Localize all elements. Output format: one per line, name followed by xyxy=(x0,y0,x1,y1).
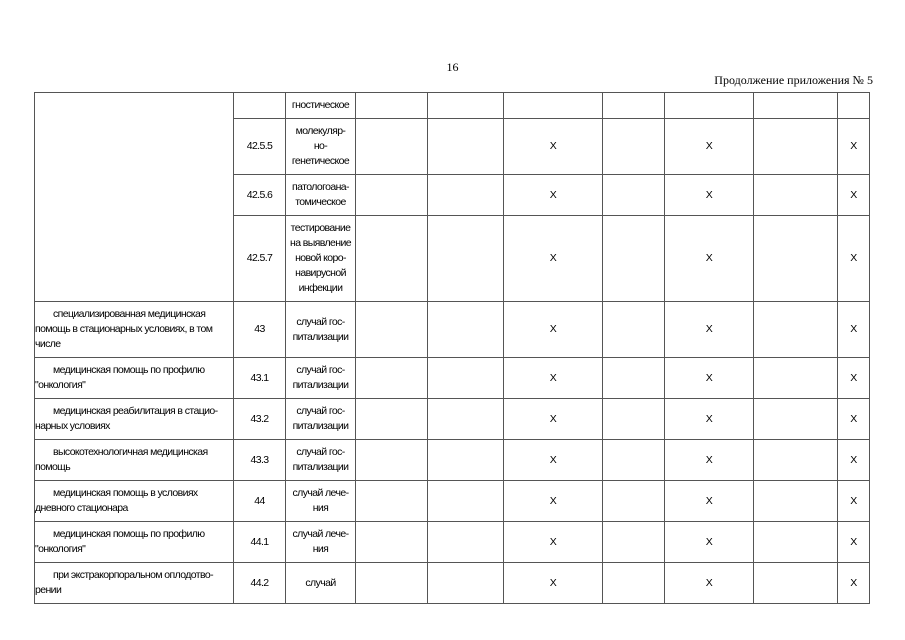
row-code: 42.5.7 xyxy=(234,216,286,302)
indicator-name: специализированная медицинская помощь в стационарных условиях, в том числе xyxy=(35,308,213,350)
value-cell-2 xyxy=(428,563,504,604)
page-number: 16 xyxy=(446,60,459,74)
indicator-name: медицинская помощь в условиях дневного стационара xyxy=(35,487,198,514)
value-cell-5 xyxy=(665,93,754,119)
value-cell-3: Х xyxy=(504,175,603,216)
value-cell-4 xyxy=(603,175,665,216)
value-cell-2 xyxy=(428,522,504,563)
indicator-name-cell xyxy=(35,358,234,399)
value-cell-1 xyxy=(356,358,428,399)
value-cell-1 xyxy=(356,302,428,358)
value-cell-1 xyxy=(356,216,428,302)
value-cell-1 xyxy=(356,481,428,522)
value-cell-7: Х xyxy=(838,440,870,481)
value-cell-7: Х xyxy=(838,302,870,358)
value-cell-4 xyxy=(603,119,665,175)
value-cell-7: Х xyxy=(838,399,870,440)
value-cell-2 xyxy=(428,481,504,522)
value-cell-2 xyxy=(428,216,504,302)
continuation-note: Продолжение приложения № 5 xyxy=(714,73,873,87)
unit-of-measure: случай гос- питализации xyxy=(286,302,356,358)
unit-of-measure: случай лече- ния xyxy=(286,481,356,522)
value-cell-3: Х xyxy=(504,563,603,604)
value-cell-4 xyxy=(603,399,665,440)
value-cell-4 xyxy=(603,216,665,302)
value-cell-1 xyxy=(356,175,428,216)
value-cell-5: Х xyxy=(665,399,754,440)
indicator-name-cell xyxy=(35,522,234,563)
row-code: 44.2 xyxy=(234,563,286,604)
value-cell-6 xyxy=(754,522,838,563)
unit-of-measure: случай xyxy=(286,563,356,604)
table-row xyxy=(35,563,870,604)
value-cell-6 xyxy=(754,119,838,175)
value-cell-3: Х xyxy=(504,216,603,302)
indicator-name: медицинская помощь по профилю "онкология" xyxy=(35,364,205,391)
unit-of-measure: случай гос- питализации xyxy=(286,399,356,440)
value-cell-7: Х xyxy=(838,522,870,563)
value-cell-2 xyxy=(428,93,504,119)
value-cell-4 xyxy=(603,440,665,481)
value-cell-7 xyxy=(838,93,870,119)
row-code: 43.2 xyxy=(234,399,286,440)
row-code: 44 xyxy=(234,481,286,522)
indicator-name: медицинская помощь по профилю "онкология" xyxy=(35,528,205,555)
table-row xyxy=(35,481,870,522)
value-cell-5: Х xyxy=(665,216,754,302)
value-cell-5: Х xyxy=(665,358,754,399)
value-cell-5: Х xyxy=(665,563,754,604)
table-row xyxy=(35,302,870,358)
indicator-name: высокотехнологичная медицинская помощь xyxy=(35,446,208,473)
value-cell-5: Х xyxy=(665,440,754,481)
value-cell-1 xyxy=(356,93,428,119)
value-cell-2 xyxy=(428,440,504,481)
value-cell-1 xyxy=(356,399,428,440)
indicator-name: медицинская реабилитация в стацио-нарных условиях xyxy=(35,405,218,432)
value-cell-5: Х xyxy=(665,119,754,175)
row-code: 42.5.5 xyxy=(234,119,286,175)
unit-of-measure: случай лече- ния xyxy=(286,522,356,563)
unit-of-measure: гностическое xyxy=(286,93,356,119)
unit-of-measure: тестирование на выявление новой коро- навирусной инфекции xyxy=(286,216,356,302)
row-code: 44.1 xyxy=(234,522,286,563)
indicator-name-cell xyxy=(35,399,234,440)
value-cell-5: Х xyxy=(665,522,754,563)
value-cell-3: Х xyxy=(504,522,603,563)
indicator-name-cell xyxy=(35,93,234,302)
unit-of-measure: случай гос- питализации xyxy=(286,440,356,481)
table-row xyxy=(35,440,870,481)
table-row xyxy=(35,522,870,563)
value-cell-4 xyxy=(603,358,665,399)
value-cell-3 xyxy=(504,93,603,119)
unit-of-measure: патологоана- томическое xyxy=(286,175,356,216)
data-table xyxy=(34,92,870,604)
value-cell-7: Х xyxy=(838,358,870,399)
value-cell-2 xyxy=(428,119,504,175)
row-code: 43.3 xyxy=(234,440,286,481)
row-code: 43.1 xyxy=(234,358,286,399)
table-row xyxy=(35,358,870,399)
indicator-name-cell xyxy=(35,440,234,481)
value-cell-4 xyxy=(603,522,665,563)
value-cell-4 xyxy=(603,563,665,604)
value-cell-4 xyxy=(603,302,665,358)
value-cell-2 xyxy=(428,399,504,440)
value-cell-3: Х xyxy=(504,302,603,358)
value-cell-1 xyxy=(356,563,428,604)
value-cell-7: Х xyxy=(838,175,870,216)
value-cell-1 xyxy=(356,119,428,175)
table-row xyxy=(35,93,870,119)
value-cell-2 xyxy=(428,358,504,399)
value-cell-2 xyxy=(428,302,504,358)
value-cell-1 xyxy=(356,522,428,563)
value-cell-6 xyxy=(754,481,838,522)
value-cell-4 xyxy=(603,481,665,522)
indicator-name: при экстракорпоральном оплодотво-рении xyxy=(35,569,214,596)
value-cell-6 xyxy=(754,175,838,216)
value-cell-7: Х xyxy=(838,563,870,604)
value-cell-2 xyxy=(428,175,504,216)
value-cell-3: Х xyxy=(504,399,603,440)
value-cell-6 xyxy=(754,358,838,399)
unit-of-measure: случай гос- питализации xyxy=(286,358,356,399)
table-row xyxy=(35,399,870,440)
indicator-name-cell xyxy=(35,563,234,604)
value-cell-3: Х xyxy=(504,481,603,522)
row-code xyxy=(234,93,286,119)
indicator-name-cell xyxy=(35,302,234,358)
value-cell-4 xyxy=(603,93,665,119)
value-cell-7: Х xyxy=(838,119,870,175)
row-code: 43 xyxy=(234,302,286,358)
value-cell-6 xyxy=(754,93,838,119)
row-code: 42.5.6 xyxy=(234,175,286,216)
value-cell-5: Х xyxy=(665,302,754,358)
value-cell-6 xyxy=(754,399,838,440)
value-cell-5: Х xyxy=(665,175,754,216)
value-cell-6 xyxy=(754,216,838,302)
value-cell-5: Х xyxy=(665,481,754,522)
unit-of-measure: молекуляр- но- генетическое xyxy=(286,119,356,175)
value-cell-6 xyxy=(754,563,838,604)
value-cell-7: Х xyxy=(838,481,870,522)
value-cell-6 xyxy=(754,440,838,481)
value-cell-3: Х xyxy=(504,358,603,399)
value-cell-3: Х xyxy=(504,440,603,481)
indicator-name-cell xyxy=(35,481,234,522)
value-cell-3: Х xyxy=(504,119,603,175)
value-cell-7: Х xyxy=(838,216,870,302)
value-cell-6 xyxy=(754,302,838,358)
value-cell-1 xyxy=(356,440,428,481)
